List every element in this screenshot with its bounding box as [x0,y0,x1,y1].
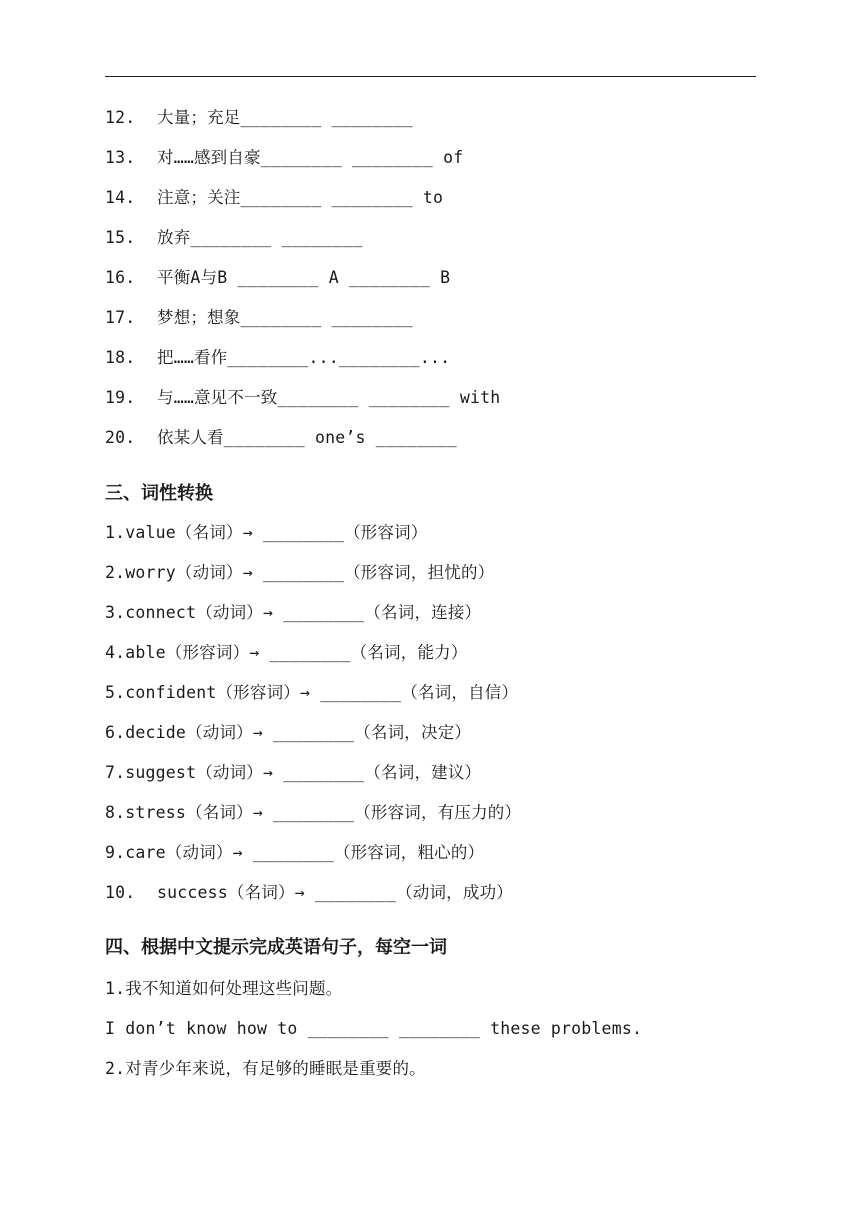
header-rule [105,76,756,77]
conversion-item-9: 9.care（动词）→ ________（形容词，粗心的） [105,843,485,862]
item-number: 14. [105,188,136,207]
conversion-item-7: 7.suggest（动词）→ ________（名词，建议） [105,763,482,782]
conversion-item-3: 3.connect（动词）→ ________（名词，连接） [105,603,482,622]
vocab-item-20 [105,427,457,449]
sentence-prompt-1: 1.我不知道如何处理这些问题。 [105,979,343,998]
conversion-item-2: 2.worry（动词）→ ________（形容词，担忧的） [105,563,495,582]
item-text: 平衡A与B ________ A ________ B [157,268,451,287]
item-text: 放弃________ ________ [157,228,363,247]
vocab-item-14 [105,187,443,209]
item-text: 把……看作________...________... [157,348,451,367]
item-text: 依某人看________ one’s ________ [157,428,457,447]
sentence-prompt-2: 2.对青少年来说，有足够的睡眠是重要的。 [105,1059,426,1078]
item-number: 13. [105,148,136,167]
conversion-item-8: 8.stress（名词）→ ________（形容词，有压力的） [105,803,522,822]
vocab-item-13 [105,147,463,169]
vocab-item-19 [105,387,500,409]
item-text: 与……意见不一致________ ________ with [157,388,501,407]
section-heading-4: 四、根据中文提示完成英语句子，每空一词 [105,937,447,958]
item-number: 17. [105,308,136,327]
item-text: 梦想；想象________ ________ [157,308,413,327]
item-text: 对……感到自豪________ ________ of [157,148,464,167]
vocab-item-16 [105,267,450,289]
item-text: 注意；关注________ ________ to [157,188,444,207]
section-heading-3: 三、词性转换 [105,483,213,504]
vocab-item-12 [105,107,413,129]
item-number: 19. [105,388,136,407]
item-number: 12. [105,108,136,127]
item-number: 20. [105,428,136,447]
item-text: 大量；充足________ ________ [157,108,413,127]
vocab-item-15 [105,227,363,249]
conversion-item-6: 6.decide（动词）→ ________（名词，决定） [105,723,472,742]
item-number: 10. [105,883,136,902]
item-number: 15. [105,228,136,247]
conversion-item-10 [105,882,513,904]
conversion-item-1: 1.value（名词）→ ________（形容词） [105,523,428,542]
vocab-item-17 [105,307,413,329]
vocab-item-18 [105,347,450,369]
conversion-item-5: 5.confident（形容词）→ ________（名词，自信） [105,683,519,702]
item-number: 16. [105,268,136,287]
sentence-blank-1: I don’t know how to ________ ________ these problems. [105,1019,643,1038]
conversion-item-4: 4.able（形容词）→ ________（名词，能力） [105,643,468,662]
item-number: 18. [105,348,136,367]
item-text: success（名词）→ ________（动词，成功） [157,883,513,902]
